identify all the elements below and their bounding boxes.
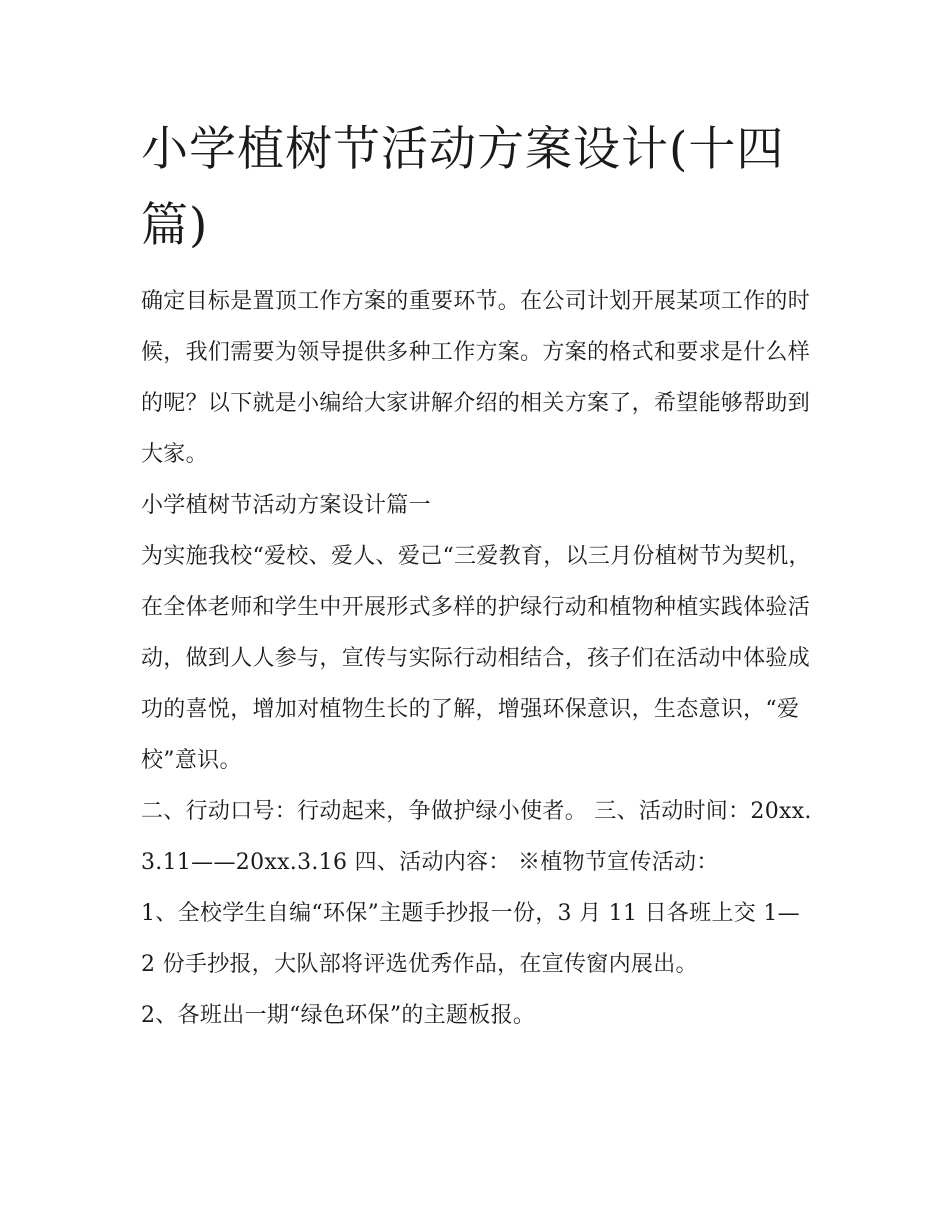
list-item-1: 1、全校学生自编“环保”主题手抄报一份，3 月 11 日各班上交 1—2 份手抄报，大队部将评选优秀作品，在宣传窗内展出。 (141, 901, 800, 977)
purpose-paragraph: 为实施我校“爱校、爱人、爱己“三爱教育，以三月份植树节为契机，在全体老师和学生中开展形式多样的护绿行动和植物种植实践体验活动，做到人人参与，宣传与实际行动相结合，孩子们在活动中体验成功的喜悦，增加对植物生长的了解，增强环保意识，生态意识，“爱校”意识。 (141, 544, 811, 773)
document-body (141, 112, 813, 1041)
document-title: 小学植树节活动方案设计(十四篇) (141, 122, 785, 253)
list-item-2: 2、各班出一期“绿色环保”的主题板报。 (141, 1003, 536, 1028)
section-heading: 小学植树节活动方案设计篇一 (141, 493, 431, 518)
slogan-time-content-paragraph: 二、行动口号：行动起来，争做护绿小使者。 三、活动时间：20xx.3.11——20xx.3.16 四、活动内容： ※植物节宣传活动： (141, 799, 812, 875)
title-spacer (141, 264, 813, 276)
intro-paragraph: 确定目标是置顶工作方案的重要环节。在公司计划开展某项工作的时候，我们需要为领导提供多种工作方案。方案的格式和要求是什么样的呢？以下就是小编给大家讲解介绍的相关方案了，希望能够帮助到大家。 (141, 289, 811, 467)
